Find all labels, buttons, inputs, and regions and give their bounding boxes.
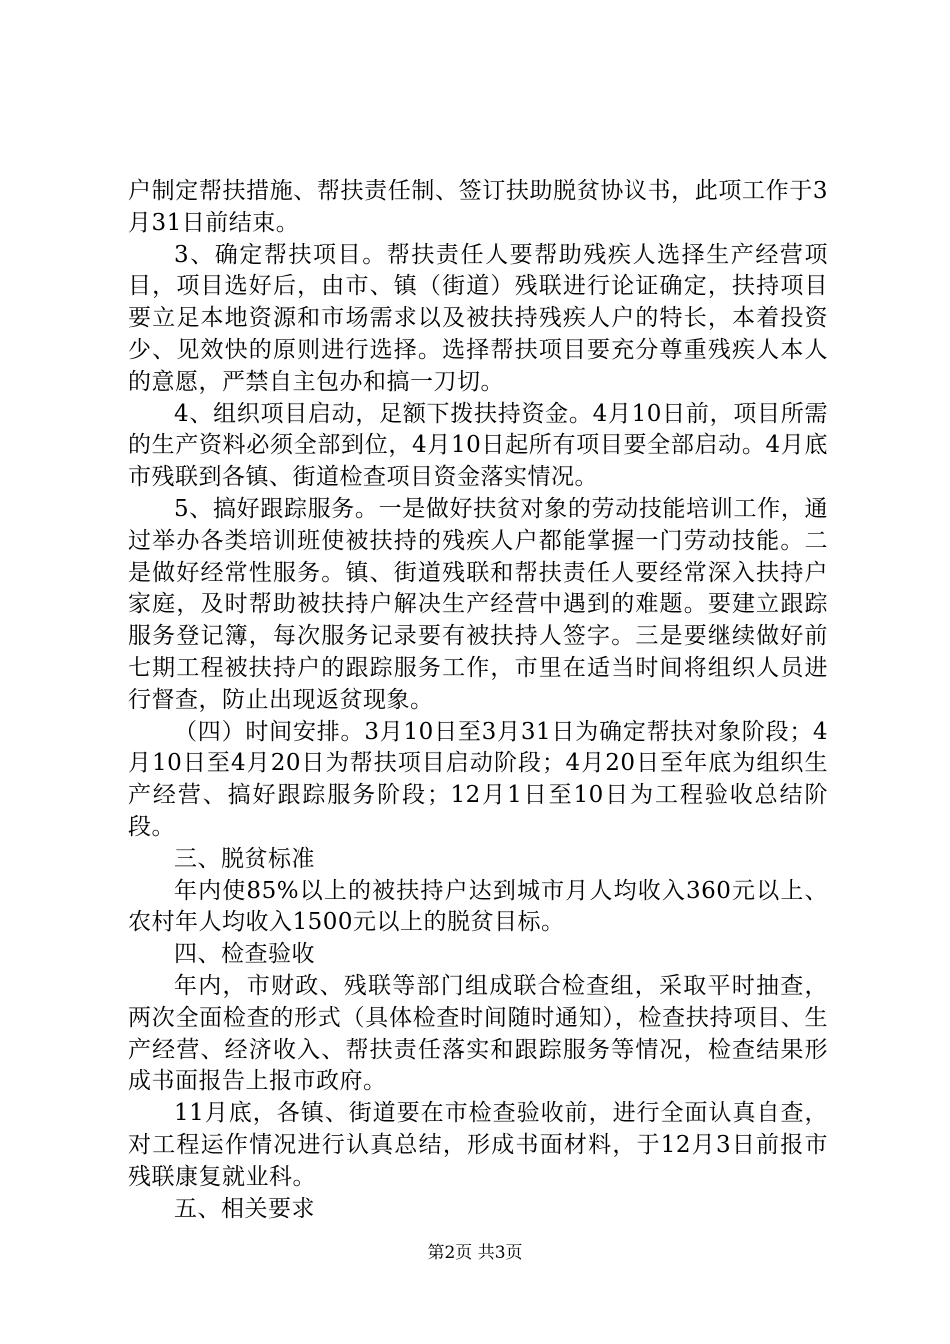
paragraph: 户制定帮扶措施、帮扶责任制、签订扶助脱贫协议书，此项工作于3月31日前结束。 [128,178,828,236]
page-footer [0,1242,950,1264]
section-heading: 五、相关要求 [174,1195,315,1222]
paragraph: 11月底，各镇、街道要在市检查验收前，进行全面认真自查，对工程运作情况进行认真总结，形成书面材料，于12月3日前报市残联康复就业科。 [128,1100,828,1190]
section-heading: 三、脱贫标准 [174,845,315,872]
paragraph: 4、组织项目启动，足额下拨扶持资金。4月10日前，项目所需的生产资料必须全部到位，4月10日起所有项目要全部启动。4月底市残联到各镇、街道检查项目资金落实情况。 [128,400,828,491]
page-number: 第2页 共3页 [427,1243,523,1263]
paragraph: 年内，市财政、残联等部门组成联合检查组，采取平时抽查，两次全面检查的形式（具体检查时间随时通知），检查扶持项目、生产经营、经济收入、帮扶责任落实和跟踪服务等情况，检查结果形成书面报告上报市政府。 [128,972,828,1095]
paragraph: 5、搞好跟踪服务。一是做好扶贫对象的劳动技能培训工作，通过举办各类培训班使被扶持的残疾人户都能掌握一门劳动技能。二是做好经常性服务。镇、街道残联和帮扶责任人要经常深入扶持户家庭，及时帮助被扶持户解决生产经营中遇到的难题。要建立跟踪服务登记簿，每次服务记录要有被扶持人签字。三是要继续做好前七期工程被扶持户的跟踪服务工作，市里在适当时间将组织人员进行督查，防止出现返贫现象。 [128,495,828,713]
paragraph: 3、确定帮扶项目。帮扶责任人要帮助残疾人选择生产经营项目，项目选好后，由市、镇（街道）残联进行论证确定，扶持项目要立足本地资源和市场需求以及被扶持残疾人户的特长，本着投资少、见效快的原则进行选择。选择帮扶项目要充分尊重残疾人本人的意愿，严禁自主包办和搞一刀切。 [128,241,828,395]
paragraph: 年内使85%以上的被扶持户达到城市月人均收入360元以上、农村年人均收入1500元以上的脱贫目标。 [128,877,828,936]
section-heading: 四、检查验收 [174,941,315,968]
paragraph: （四）时间安排。3月10日至3月31日为确定帮扶对象阶段；4月10日至4月20日为帮扶项目启动阶段；4月20日至年底为组织生产经营、搞好跟踪服务阶段；12月1日至10日为工程验收总结阶段。 [128,718,828,840]
document-body [128,176,828,1225]
